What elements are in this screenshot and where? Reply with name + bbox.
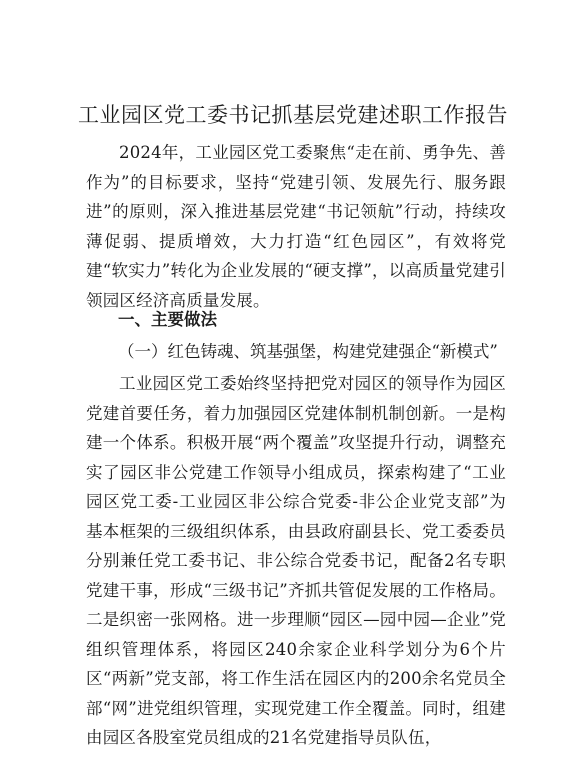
body-paragraph: 工业园区党工委始终坚持把党对园区的领导作为园区党建首要任务，着力加强园区党建体制机制创新。一是构建一个体系。积极开展“两个覆盖”攻坚提升行动，调整充实了园区非公党建工作领导小组成员，探索构建了“工业园区党工委-工业园区非公综合党委-非公企业党支部”为基本框架的三级组织体系，由县政府副县长、党工委委员分别兼任党工委书记、非公综合党委书记，配备2名专职党建干事，形成“三级书记”齐抓共管促发展的工作格局。二是织密一张网格。进一步理顺“园区—园中园—企业”党组织管理体系，将园区240余家企业科学划分为6个片区“两新”党支部，将工作生活在园区内的200余名党员全部“网”进党组织管理，实现党建工作全覆盖。同时，组建由园区各股室党员组成的21名党建指导员队伍， xyxy=(86,374,506,747)
subsection-heading: （一）红色铸魂、筑基强堡，构建党建强企“新模式” xyxy=(118,342,498,361)
intro-paragraph: 2024年，工业园区党工委聚焦“走在前、勇争先、善作为”的目标要求，坚持“党建引领、发展先行、服务跟进”的原则，深入推进基层党建“书记领航”行动，持续攻薄促弱、提质增效，大力打造“红色园区”，有效将党建“软实力”转化为企业发展的“硬支撑”，以高质量党建引领园区经济高质量发展。 xyxy=(86,143,506,310)
document-title: 工业园区党工委书记抓基层党建述职工作报告 xyxy=(78,103,508,127)
section-heading: 一、主要做法 xyxy=(118,310,217,329)
